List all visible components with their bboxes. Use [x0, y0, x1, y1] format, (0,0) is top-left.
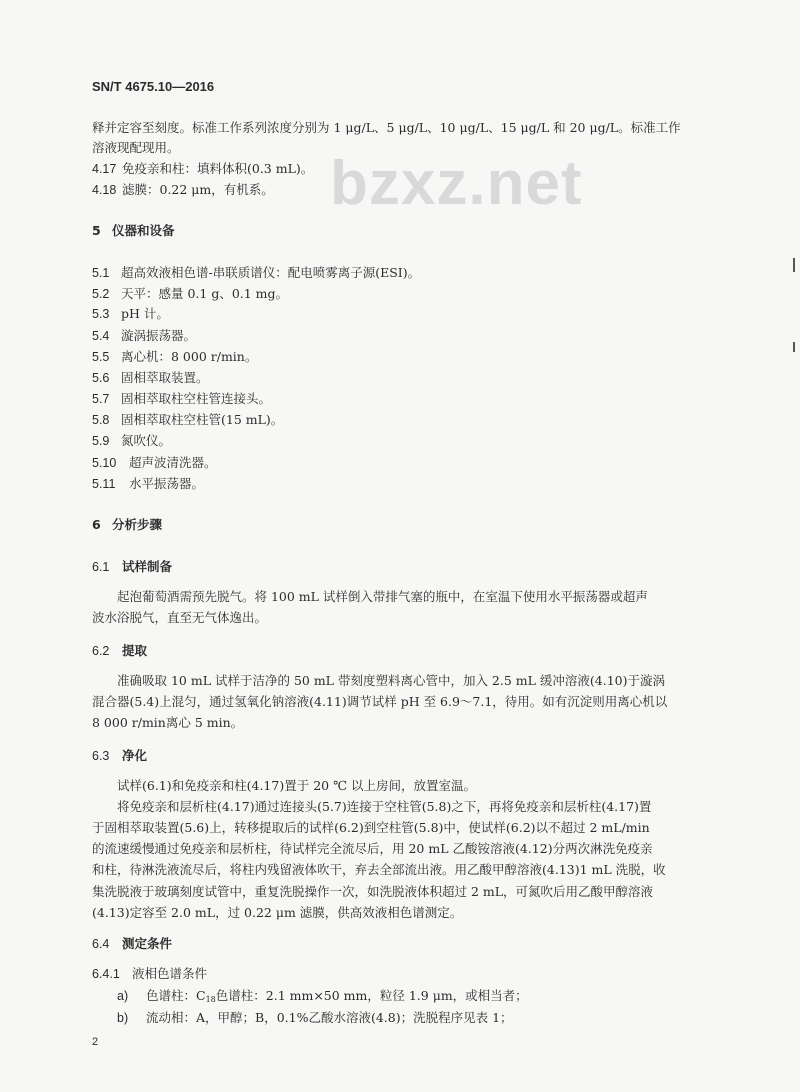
section-number: 5: [92, 223, 101, 238]
page-number: 2: [92, 1036, 99, 1048]
item-text: 离心机：8 000 r/min。: [121, 349, 258, 364]
scan-edge-mark: [793, 258, 795, 272]
item-number: 5.6: [92, 371, 110, 385]
section-number: 6: [92, 517, 101, 532]
item-text: 水平振荡器。: [129, 476, 205, 491]
item-number: 5.5: [92, 350, 110, 364]
item-text: 固相萃取柱空柱管(15 mL)。: [121, 412, 284, 427]
item-number: 5.1: [92, 266, 110, 280]
intro-line: 溶液现配现用。: [92, 140, 180, 155]
item-number: 5.8: [92, 413, 110, 427]
paragraph-line: 准确吸取 10 mL 试样于洁净的 50 mL 带刻度塑料离心管中，加入 2.5 mL 缓冲溶液(4.10)于漩涡: [117, 673, 665, 688]
paragraph-line: 8 000 r/min离心 5 min。: [92, 715, 244, 730]
item-number: 5.10: [92, 456, 117, 470]
clause-text: 免疫亲和柱：填料体积(0.3 mL)。: [122, 161, 314, 176]
paragraph-line: 集洗脱液于玻璃刻度试管中，重复洗脱操作一次，如洗脱液体积超过 2 mL，可氮吹后用乙酸甲醇溶液: [92, 884, 654, 899]
paragraph-line: 将免疫亲和层析柱(4.17)通过连接头(5.7)连接于空柱管(5.8)之下，再将免疫亲和层析柱(4.17)置: [117, 799, 652, 814]
scan-edge-mark: [793, 342, 795, 352]
subsection-number: 6.2: [92, 644, 110, 658]
item-text: 超声波清洗器。: [129, 455, 217, 470]
item-number: 5.7: [92, 392, 110, 406]
item-text: 超高效液相色谱-串联质谱仪：配电喷雾离子源(ESI)。: [121, 265, 421, 280]
section-title: 分析步骤: [112, 517, 163, 532]
subsubsection-title: 液相色谱条件: [132, 966, 208, 981]
item-text: 漩涡振荡器。: [121, 328, 197, 343]
subsection-number: 6.3: [92, 749, 110, 763]
paragraph-line: 的流速缓慢通过免疫亲和层析柱，待试样完全流尽后，用 20 mL 乙酸铵溶液(4.12)分两次淋洗免疫亲: [92, 841, 653, 856]
item-number: 5.2: [92, 287, 110, 301]
intro-line: 释并定容至刻度。标准工作系列浓度分别为 1 μg/L、5 μg/L、10 μg/L、15 μg/L 和 20 μg/L。标准工作: [92, 120, 681, 135]
paragraph-line: 于固相萃取装置(5.6)上，转移提取后的试样(6.2)到空柱管(5.8)中，使试样(6.2)以不超过 2 mL/min: [92, 820, 650, 835]
subsection-number: 6.1: [92, 560, 110, 574]
paragraph-line: 试样(6.1)和免疫亲和柱(4.17)置于 20 ℃ 以上房间，放置室温。: [117, 778, 477, 793]
paragraph-line: (4.13)定容至 2.0 mL，过 0.22 μm 滤膜，供高效液相色谱测定。: [92, 905, 463, 920]
list-item: 色谱柱：$C_{18}$色谱柱：2.1 mm×50 mm，粒径 1.9 μm，或相当者；: [146, 988, 528, 1004]
subsection-title: 试样制备: [122, 559, 173, 574]
watermark: bzxz.net: [330, 149, 583, 218]
item-text: 固相萃取柱空柱管连接头。: [121, 391, 272, 406]
item-number: 5.9: [92, 434, 110, 448]
subsection-number: 6.4: [92, 937, 110, 951]
subsection-title: 净化: [122, 748, 148, 763]
paragraph-line: 和柱，待淋洗液流尽后，将柱内残留液体吹干，弃去全部流出液。用乙酸甲醇溶液(4.13)1 mL 洗脱，收: [92, 862, 666, 877]
item-number: 5.11: [92, 477, 116, 491]
item-number: 5.3: [92, 307, 110, 321]
item-text: pH 计。: [121, 306, 169, 321]
item-text: 天平：感量 0.1 g、0.1 mg。: [121, 286, 289, 301]
paragraph-line: 混合器(5.4)上混匀，通过氢氧化钠溶液(4.11)调节试样 pH 至 6.9～7.1，待用。如有沉淀则用离心机以: [92, 694, 668, 709]
paragraph-line: 起泡葡萄酒需预先脱气。将 100 mL 试样倒入带排气塞的瓶中，在室温下使用水平振荡器或超声: [117, 589, 648, 604]
clause-text: 滤膜：0.22 μm，有机系。: [122, 182, 274, 197]
list-label: b): [117, 1011, 129, 1025]
paragraph-line: 波水浴脱气，直至无气体逸出。: [92, 610, 268, 625]
subsubsection-number: 6.4.1: [92, 967, 120, 981]
clause-number: 4.17: [92, 162, 117, 176]
item-text: 固相萃取装置。: [121, 370, 209, 385]
item-number: 5.4: [92, 329, 110, 343]
list-item: 流动相：A，甲醇；B，0.1%乙酸水溶液(4.8)；洗脱程序见表 1；: [146, 1010, 513, 1025]
subsection-title: 测定条件: [122, 936, 173, 951]
clause-number: 4.18: [92, 183, 117, 197]
list-label: a): [117, 989, 129, 1003]
subsection-title: 提取: [122, 643, 148, 658]
section-title: 仪器和设备: [112, 223, 175, 238]
standard-code: SN/T 4675.10—2016: [92, 79, 215, 94]
item-text: 氮吹仪。: [121, 433, 172, 448]
